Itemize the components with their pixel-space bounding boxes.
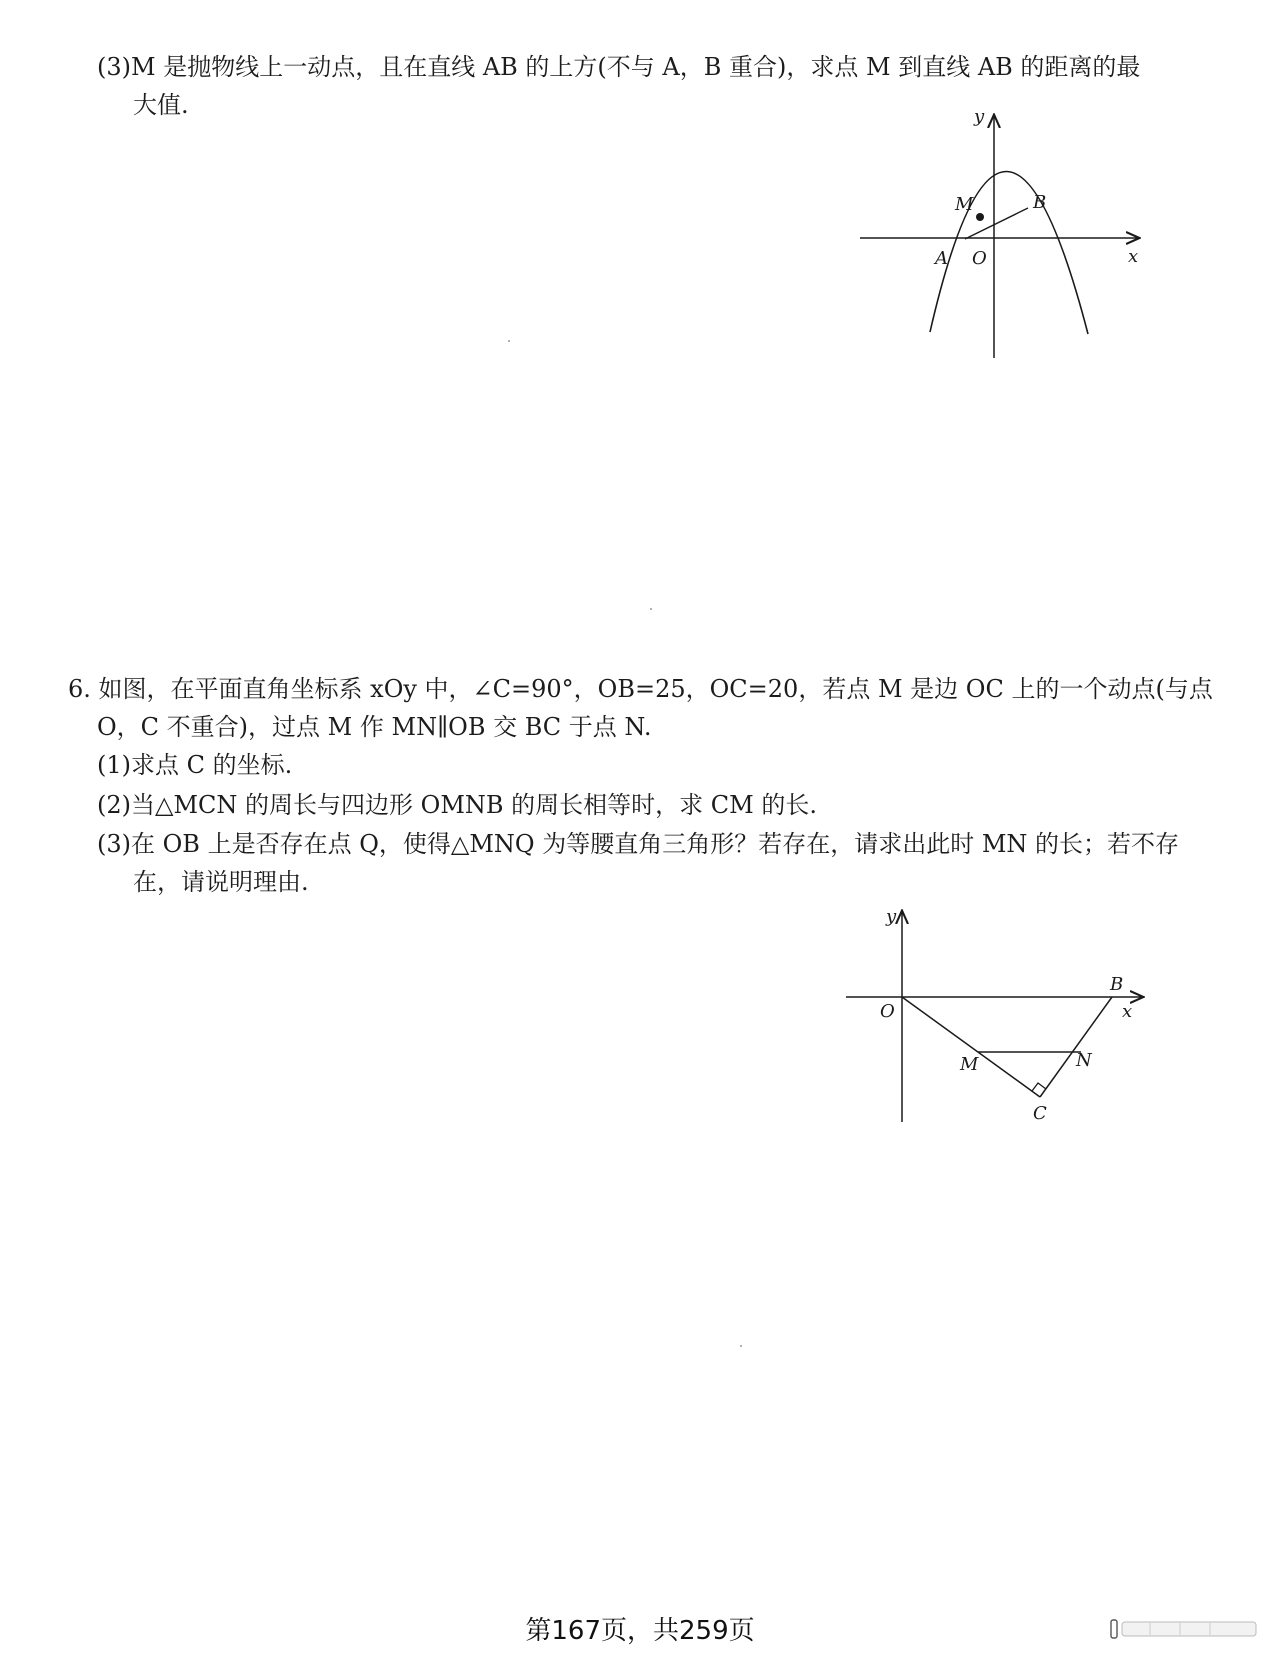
scan-speck [740,1345,742,1347]
triangle-figure [840,900,1160,1130]
scan-speck [650,608,652,610]
label-y: y [886,906,897,927]
q6-part2: (2)当△MCN 的周长与四边形 OMNB 的周长相等时，求 CM 的长. [97,791,817,819]
label-N: N [1076,1050,1092,1071]
parabola-figure [850,100,1150,370]
label-O: O [972,248,987,269]
page-number-footer: 第167页，共259页 [525,1616,755,1646]
scan-speck [508,340,510,342]
segment-CB [1040,997,1112,1097]
chord-AB [965,208,1028,239]
q5-part3-line2: 大值. [133,91,189,119]
label-B: B [1033,192,1047,213]
q5-part3-line1: (3)M 是抛物线上一动点，且在直线 AB 的上方(不与 A，B 重合)，求点 M 到直线 AB 的距离的最 [97,53,1141,81]
label-A: A [935,248,948,269]
q6-part1: (1)求点 C 的坐标. [97,751,293,779]
segment-OC [902,997,1040,1097]
right-angle-mark [1032,1083,1046,1091]
label-B: B [1110,974,1124,995]
label-M: M [960,1054,979,1075]
q6-line1: 6. 如图，在平面直角坐标系 xOy 中，∠C=90°，OB=25，OC=20，若点 M 是边 OC 上的一个动点(与点 [68,675,1213,703]
q6-part3-line1: (3)在 OB 上是否存在点 Q，使得△MNQ 为等腰直角三角形？若存在，请求出此时 MN 的长；若不存 [97,830,1180,858]
label-x: x [1128,246,1139,267]
label-O: O [880,1001,895,1022]
label-y: y [974,106,985,127]
label-x: x [1122,1001,1133,1022]
q6-line2: O，C 不重合)，过点 M 作 MN∥OB 交 BC 于点 N. [97,713,652,741]
label-C: C [1033,1103,1047,1124]
scrollbar-indicator[interactable] [1110,1618,1260,1640]
parabola-curve [930,171,1088,334]
q6-part3-line2: 在，请说明理由. [133,868,309,896]
point-M [976,213,984,221]
label-M: M [955,194,974,215]
